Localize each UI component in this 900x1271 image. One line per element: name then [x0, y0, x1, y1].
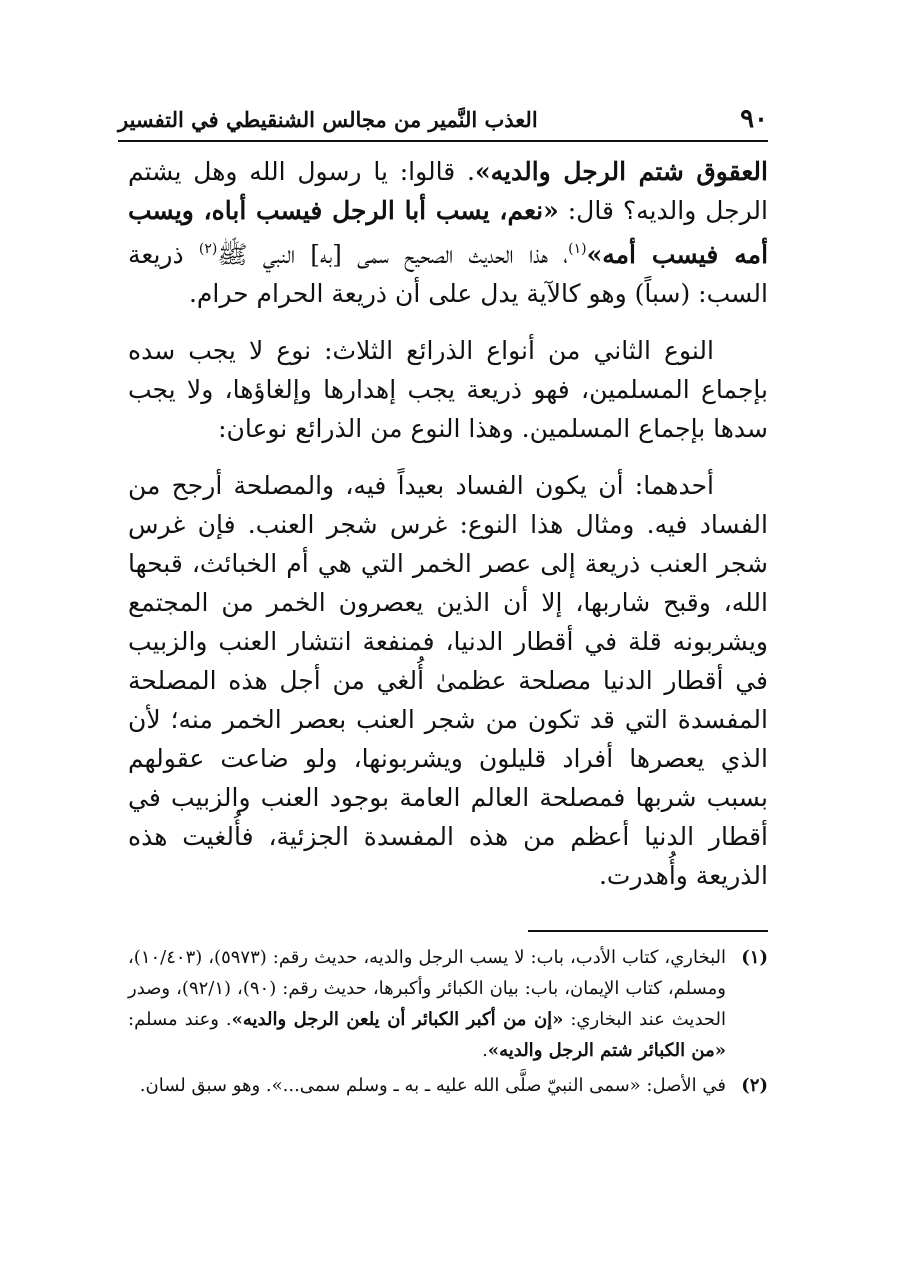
hadith-quote: «من الكبائر شتم الرجل والديه»: [487, 1040, 726, 1061]
main-text: [128, 152, 768, 913]
text-run: ، هذا الحديث الصحيح سمى [به] النبي ﷺ: [217, 240, 569, 269]
footnote-1: [128, 942, 768, 1066]
footnote-text: [128, 942, 726, 1066]
text-run: . وعند مسلم:: [128, 1009, 232, 1030]
footnote-divider: [528, 930, 768, 932]
running-title: العذب النَّمير من مجالس الشنقيطي في التفسير: [118, 106, 538, 132]
footnote-ref-1: (١): [568, 241, 587, 257]
footnotes: [128, 942, 768, 1105]
footnote-number: (١): [741, 947, 768, 968]
hadith-quote: العقوق شتم الرجل والديه»: [475, 157, 768, 186]
paragraph-1: [128, 152, 768, 313]
page-number: ٩٠: [740, 104, 768, 134]
text-run: . قالوا: يا رسول الله وهل يشتم الرجل والديه؟ قال:: [128, 157, 768, 225]
hadith-quote: «نعم، يسب أبا الرجل فيسب أباه، ويسب أمه فيسب أمه»: [128, 196, 769, 269]
footnote-2: [128, 1070, 768, 1101]
paragraph-3: أحدهما: أن يكون الفساد بعيداً فيه، والمصلحة أرجح من الفساد فيه. ومثال هذا النوع: غرس شجر العنب. فإن غرس شجر العنب ذريعة إلى عصر الخمر التي هي أم الخبائث، قبحها الله، وقبح شاربها، إلا أن الذين يعصرون الخمر من المجتمع ويشربونه قلة في أقطار الدنيا، فمنفعة انتشار العنب والزبيب في أقطار الدنيا مصلحة عظمىٰ أُلغي من أجل هذه المصلحة المفسدة التي قد تكون من شجر العنب بعصر الخمر منه؛ لأن الذي يعصرها أفراد قليلون ويشربونها، ولو ضاعت عقولهم بسبب شربها فمصلحة العالم العامة بوجود العنب والزبيب في أقطار الدنيا أعظم من هذه المفسدة الجزئية، فأُلغيت هذه الذريعة وأُهدرت.: [128, 471, 768, 890]
text-run: .: [482, 1040, 488, 1061]
footnote-text: في الأصل: «سمى النبيّ صلَّى الله عليه ـ به ـ وسلم سمى...». وهو سبق لسان.: [139, 1075, 726, 1096]
footnote-number: (٢): [741, 1075, 768, 1096]
text-run: البخاري، كتاب الأدب، باب: لا يسب الرجل والديه، حديث رقم: (٥٩٧٣)، (١٠/٤٠٣)، ومسلم، كتاب الإيمان، باب: بيان الكبائر وأكبرها، حديث رقم: (٩٠)، (٩٢/١)، وصدر الحديث عند البخاري:: [128, 947, 727, 1030]
text-run: ذريعة السب: (سباً) وهو كالآية يدل على أن ذريعة الحرام حرام.: [128, 240, 768, 308]
paragraph-2: النوع الثاني من أنواع الذرائع الثلاث: نوع لا يجب سده بإجماع المسلمين، فهو ذريعة يجب إهدارها وإلغاؤها، ولا يجب سدها بإجماع المسلمين. وهذا النوع من الذرائع نوعان:: [128, 336, 768, 443]
footnote-ref-2: (٢): [198, 241, 218, 257]
page-header: [118, 98, 768, 142]
hadith-quote: «إن من أكبر الكبائر أن يلعن الرجل والديه»: [231, 1009, 564, 1030]
